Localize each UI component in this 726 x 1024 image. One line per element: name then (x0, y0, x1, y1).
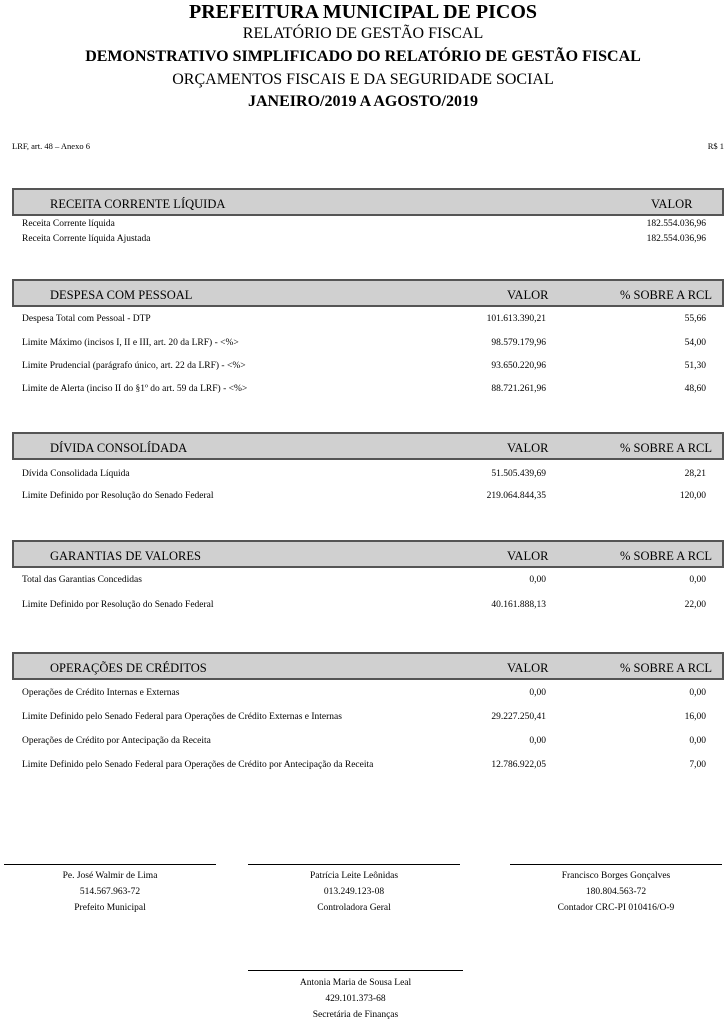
report-title-orcamentos: ORÇAMENTOS FISCAIS E DA SEGURIDADE SOCIAL (172, 71, 554, 88)
pct-column-header: % SOBRE A RCL (620, 661, 713, 675)
row-label: Operações de Crédito Internas e Externas (22, 688, 180, 698)
section-header-garantias (12, 540, 724, 568)
row-valor: 51.505.439,69 (491, 469, 546, 479)
signer-name: Francisco Borges Gonçalves (561, 871, 671, 881)
row-pct: 16,00 (684, 712, 706, 722)
row-valor: 101.613.390,21 (486, 314, 546, 324)
section-header-divida (12, 432, 724, 460)
row-label: Operações de Crédito por Antecipação da Receita (22, 736, 211, 746)
row-pct: 28,21 (684, 469, 706, 479)
row-pct: 51,30 (684, 361, 706, 371)
valor-column-header: VALOR (507, 661, 549, 675)
row-pct: 7,00 (689, 760, 706, 770)
signature-line (248, 970, 463, 971)
row-valor: 40.161.888,13 (491, 600, 546, 610)
row-label: Limite Definido pelo Senado Federal para Operações de Crédito Externas e Internas (22, 712, 342, 722)
row-label: Limite Definido pelo Senado Federal para Operações de Crédito por Antecipação da Receita (22, 760, 374, 770)
signer-role: Controladora Geral (317, 903, 391, 913)
report-period: JANEIRO/2019 A AGOSTO/2019 (248, 93, 478, 110)
signature-block-contador (510, 868, 722, 916)
row-valor: 93.650.220,96 (491, 361, 546, 371)
row-label: Total das Garantias Concedidas (22, 575, 142, 585)
signature-line (248, 864, 460, 865)
section-title: DESPESA COM PESSOAL (50, 288, 193, 302)
signer-document: 180.804.563-72 (585, 887, 647, 897)
row-label: Limite Definido por Resolução do Senado Federal (22, 491, 214, 501)
signer-name: Pe. José Walmir de Lima (62, 871, 158, 881)
section-title: DÍVIDA CONSOLÍDADA (50, 441, 188, 455)
row-valor: 219.064.844,35 (486, 491, 546, 501)
row-pct: 0,00 (689, 575, 706, 585)
row-label: Despesa Total com Pessoal - DTP (22, 314, 151, 324)
signer-document: 514.567.963-72 (79, 887, 141, 897)
row-valor: 0,00 (529, 575, 546, 585)
row-valor: 0,00 (529, 688, 546, 698)
signature-block-secretaria (248, 975, 463, 1023)
report-title-demonstrativo: DEMONSTRATIVO SIMPLIFICADO DO RELATÓRIO DE GESTÃO FISCAL (85, 48, 641, 65)
section-header-operacoes (12, 652, 724, 680)
valor-column-header: VALOR (507, 441, 549, 455)
row-label: Receita Corrente líquida (22, 219, 115, 229)
valor-column-header: VALOR (507, 288, 549, 302)
signer-document: 429.101.373-68 (325, 994, 386, 1004)
signer-role: Secretária de Finanças (312, 1010, 399, 1020)
report-title-prefeitura: PREFEITURA MUNICIPAL DE PICOS (189, 1, 537, 23)
row-pct: 55,66 (684, 314, 706, 324)
report-title-rgf: RELATÓRIO DE GESTÃO FISCAL (242, 25, 484, 42)
row-valor: 0,00 (529, 736, 546, 746)
row-label: Limite de Alerta (inciso II do §1º do art. 59 da LRF) - <%> (22, 384, 248, 394)
row-valor: 29.227.250,41 (491, 712, 546, 722)
signer-role: Contador CRC-PI 010416/O-9 (557, 903, 675, 913)
section-title: OPERAÇÕES DE CRÉDITOS (50, 661, 207, 675)
signature-block-prefeito (4, 868, 216, 916)
row-label: Limite Máximo (incisos I, II e III, art. 20 da LRF) - <%> (22, 338, 239, 348)
row-valor: 182.554.036,96 (646, 234, 706, 244)
pct-column-header: % SOBRE A RCL (620, 288, 713, 302)
row-pct: 0,00 (689, 688, 706, 698)
signature-block-controladora (248, 868, 460, 916)
row-valor: 88.721.261,96 (491, 384, 546, 394)
signer-document: 013.249.123-08 (323, 887, 385, 897)
row-pct: 48,60 (684, 384, 706, 394)
legal-reference: LRF, art. 48 – Anexo 6 (12, 141, 90, 151)
row-valor: 12.786.922,05 (491, 760, 546, 770)
pct-column-header: % SOBRE A RCL (620, 441, 713, 455)
section-header-rcl (12, 188, 724, 216)
signature-line (510, 864, 722, 865)
valor-column-header: VALOR (651, 197, 693, 211)
row-valor: 98.579.179,96 (491, 338, 546, 348)
row-pct: 22,00 (684, 600, 706, 610)
row-label: Limite Prudencial (parágrafo único, art. 22 da LRF) - <%> (22, 361, 246, 371)
signer-name: Patrícia Leite Leônidas (309, 871, 399, 881)
row-pct: 120,00 (679, 491, 706, 501)
signature-line (4, 864, 216, 865)
row-pct: 0,00 (689, 736, 706, 746)
row-valor: 182.554.036,96 (646, 219, 706, 229)
row-label: Dívida Consolidada Líquida (22, 469, 130, 479)
pct-column-header: % SOBRE A RCL (620, 549, 713, 563)
signer-name: Antonia Maria de Sousa Leal (299, 978, 412, 988)
currency-unit: R$ 1 (707, 141, 724, 151)
row-label: Limite Definido por Resolução do Senado Federal (22, 600, 214, 610)
signer-role: Prefeito Municipal (74, 903, 146, 913)
section-title: GARANTIAS DE VALORES (50, 549, 201, 563)
valor-column-header: VALOR (507, 549, 549, 563)
section-title: RECEITA CORRENTE LÍQUIDA (50, 197, 226, 211)
row-pct: 54,00 (684, 338, 706, 348)
section-header-pessoal (12, 279, 724, 307)
row-label: Receita Corrente líquida Ajustada (22, 234, 151, 244)
